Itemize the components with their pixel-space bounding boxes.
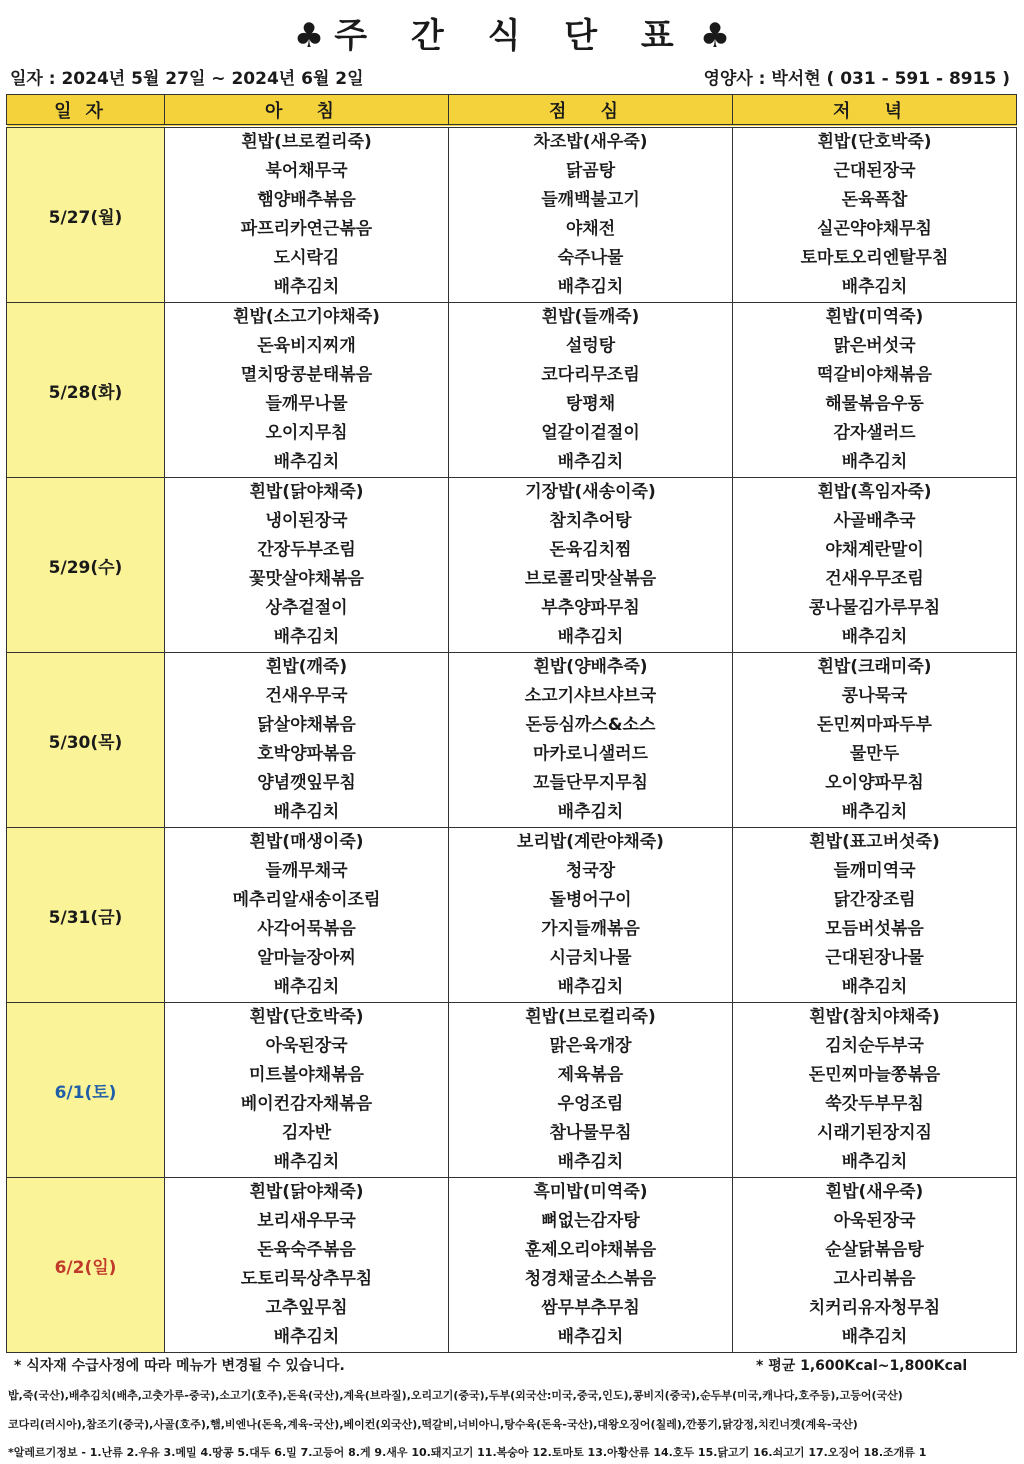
menu-item: 돈육김치찜 xyxy=(549,540,632,560)
menu-item: 배추김치 xyxy=(273,452,340,472)
menu-item: 들깨백불고기 xyxy=(541,190,640,210)
menu-item: 시금치나물 xyxy=(549,948,632,968)
menu-item: 소고기샤브샤브국 xyxy=(524,686,657,706)
dinner-cell xyxy=(733,1003,1017,1178)
menu-item: 배추김치 xyxy=(557,627,624,647)
menu-item: 가지들깨볶음 xyxy=(541,919,640,939)
dinner-cell xyxy=(733,126,1017,303)
menu-item: 양념깻잎무침 xyxy=(257,773,356,793)
club-icon: ♣ xyxy=(699,16,731,56)
dinner-cell xyxy=(733,303,1017,478)
menu-item: 배추김치 xyxy=(841,277,908,297)
menu-item: 배추김치 xyxy=(273,1152,340,1172)
menu-item: 배추김치 xyxy=(557,277,624,297)
menu-item: 돈민찌마늘쫑볶음 xyxy=(808,1065,941,1085)
menu-item: 배추김치 xyxy=(841,1327,908,1347)
menu-item: 흰밥(단호박죽) xyxy=(249,1007,364,1027)
menu-item: 얼갈이겉절이 xyxy=(541,423,640,443)
menu-item: 호박양파볶음 xyxy=(257,744,356,764)
menu-item: 건새우무국 xyxy=(265,686,348,706)
breakfast-cell xyxy=(165,303,449,478)
menu-item: 배추김치 xyxy=(273,977,340,997)
menu-item: 돈등심까스&소스 xyxy=(525,715,656,735)
menu-item: 배추김치 xyxy=(841,802,908,822)
day-row xyxy=(7,126,1017,303)
header-date: 일자 xyxy=(7,95,165,127)
menu-item: 도토리묵상추무침 xyxy=(240,1269,373,1289)
menu-item: 배추김치 xyxy=(273,802,340,822)
menu-item: 배추김치 xyxy=(557,1152,624,1172)
menu-item: 야채전 xyxy=(565,219,616,239)
menu-item: 배추김치 xyxy=(557,802,624,822)
menu-item: 훈제오리야채볶음 xyxy=(524,1240,657,1260)
menu-item: 도시락김 xyxy=(273,248,340,268)
menu-item: 파프리카연근볶음 xyxy=(240,219,373,239)
day-label: 5/30(목) xyxy=(7,653,165,828)
menu-item: 마카로니샐러드 xyxy=(533,744,648,764)
menu-item: 북어채무국 xyxy=(265,161,348,181)
menu-item: 꼬들단무지무침 xyxy=(533,773,648,793)
menu-item: 차조밥(새우죽) xyxy=(533,132,648,152)
menu-item: 코다리무조림 xyxy=(541,365,640,385)
menu-item: 참나물무침 xyxy=(549,1123,632,1143)
day-label: 6/1(토) xyxy=(7,1003,165,1178)
breakfast-cell xyxy=(165,1178,449,1353)
club-icon: ♣ xyxy=(293,16,325,56)
menu-item: 브로콜리맛살볶음 xyxy=(524,569,657,589)
menu-item: 물만두 xyxy=(849,744,900,764)
menu-item: 닭간장조림 xyxy=(833,890,916,910)
menu-item: 멸치땅콩분태볶음 xyxy=(240,365,373,385)
menu-item: 햄양배추볶음 xyxy=(257,190,356,210)
dinner-cell xyxy=(733,653,1017,828)
header-dinner: 저 녁 xyxy=(733,95,1017,127)
day-row xyxy=(7,828,1017,1003)
header-lunch: 점 심 xyxy=(449,95,733,127)
menu-item: 모듬버섯볶음 xyxy=(825,919,924,939)
menu-item: 흰밥(닭야채죽) xyxy=(249,482,364,502)
day-row xyxy=(7,303,1017,478)
title-text: 주 간 식 단 표 xyxy=(334,16,690,56)
menu-item: 배추김치 xyxy=(273,1327,340,1347)
day-label: 5/31(금) xyxy=(7,828,165,1003)
day-row xyxy=(7,478,1017,653)
menu-item: 흰밥(단호박죽) xyxy=(817,132,932,152)
header-row xyxy=(7,95,1017,127)
menu-item: 설렁탕 xyxy=(565,336,616,356)
dinner-cell xyxy=(733,828,1017,1003)
menu-item: 돈육숙주볶음 xyxy=(257,1240,356,1260)
menu-item: 흰밥(미역죽) xyxy=(825,307,924,327)
breakfast-cell xyxy=(165,1003,449,1178)
menu-table xyxy=(6,94,1017,1353)
menu-item: 흰밥(표고버섯죽) xyxy=(809,832,940,852)
menu-change-notice: * 식자재 수급사정에 따라 메뉴가 변경될 수 있습니다. xyxy=(14,1358,345,1374)
menu-item: 야채계란말이 xyxy=(825,540,924,560)
lunch-cell xyxy=(449,478,733,653)
menu-item: 간장두부조림 xyxy=(257,540,356,560)
menu-item: 냉이된장국 xyxy=(265,511,348,531)
menu-item: 배추김치 xyxy=(557,452,624,472)
menu-item: 배추김치 xyxy=(557,1327,624,1347)
menu-item: 꽃맛살야채볶음 xyxy=(249,569,364,589)
menu-item: 미트볼야채볶음 xyxy=(249,1065,364,1085)
menu-item: 맑은버섯국 xyxy=(833,336,916,356)
dinner-cell xyxy=(733,478,1017,653)
menu-item: 부추양파무침 xyxy=(541,598,640,618)
menu-item: 돈육폭찹 xyxy=(841,190,908,210)
menu-item: 콩나묵국 xyxy=(841,686,908,706)
menu-item: 시래기된장지짐 xyxy=(817,1123,932,1143)
menu-item: 쑥갓두부무침 xyxy=(825,1094,924,1114)
menu-item: 치커리유자청무침 xyxy=(808,1298,941,1318)
menu-item: 들깨무채국 xyxy=(265,861,348,881)
origin-info-line: 코다리(러시아),참조기(중국),사골(호주),햄,비엔나(돈육,계육-국산),베이컨(외국산),떡갈비,너비아니,탕수육(돈육-국산),대왕오징어(칠레),깐풍기,닭강정,치킨너겟(계육-국산) xyxy=(8,1418,858,1431)
menu-item: 흰밥(들깨죽) xyxy=(541,307,640,327)
menu-item: 흰밥(참치야채죽) xyxy=(809,1007,940,1027)
calorie-info: * 평균 1,600Kcal~1,800Kcal xyxy=(756,1358,968,1374)
menu-item: 흑미밥(미역죽) xyxy=(533,1182,648,1202)
menu-item: 김치순두부국 xyxy=(825,1036,924,1056)
day-row xyxy=(7,1003,1017,1178)
menu-item: 메추리알새송이조림 xyxy=(232,890,381,910)
menu-item: 콩나물김가루무침 xyxy=(808,598,941,618)
menu-item: 흰밥(새우죽) xyxy=(825,1182,924,1202)
menu-item: 근대된장국 xyxy=(833,161,916,181)
menu-item: 제육볶음 xyxy=(557,1065,624,1085)
menu-item: 감자샐러드 xyxy=(833,423,916,443)
nutritionist-info: 영양사 : 박서현 ( 031 - 591 - 8915 ) xyxy=(703,69,1010,89)
lunch-cell xyxy=(449,126,733,303)
menu-item: 닭살야채볶음 xyxy=(257,715,356,735)
menu-item: 토마토오리엔탈무침 xyxy=(800,248,949,268)
day-label: 5/29(수) xyxy=(7,478,165,653)
menu-item: 베이컨감자채볶음 xyxy=(240,1094,373,1114)
menu-item: 뼈없는감자탕 xyxy=(541,1211,640,1231)
menu-item: 흰밥(브로컬리죽) xyxy=(241,132,372,152)
breakfast-cell xyxy=(165,653,449,828)
menu-item: 탕평채 xyxy=(565,394,616,414)
menu-item: 해물볶음우동 xyxy=(825,394,924,414)
menu-item: 청국장 xyxy=(565,861,616,881)
menu-item: 근대된장나물 xyxy=(825,948,924,968)
menu-item: 배추김치 xyxy=(557,977,624,997)
menu-item: 참치추어탕 xyxy=(549,511,632,531)
menu-item: 배추김치 xyxy=(841,452,908,472)
menu-item: 흰밥(브로컬리죽) xyxy=(525,1007,656,1027)
menu-item: 오이지무침 xyxy=(265,423,348,443)
menu-item: 돈육비지찌개 xyxy=(257,336,356,356)
day-label: 6/2(일) xyxy=(7,1178,165,1353)
menu-item: 김자반 xyxy=(281,1123,332,1143)
lunch-cell xyxy=(449,653,733,828)
menu-item: 보리새우무국 xyxy=(257,1211,356,1231)
day-label: 5/27(월) xyxy=(7,126,165,303)
lunch-cell xyxy=(449,1003,733,1178)
page-title xyxy=(0,14,1024,58)
menu-item: 쌈무부추무침 xyxy=(541,1298,640,1318)
lunch-cell xyxy=(449,303,733,478)
menu-item: 상추겉절이 xyxy=(265,598,348,618)
day-row xyxy=(7,1178,1017,1353)
menu-item: 청경채굴소스볶음 xyxy=(524,1269,657,1289)
menu-item: 닭곰탕 xyxy=(565,161,616,181)
menu-item: 돈민찌마파두부 xyxy=(817,715,932,735)
origin-info-line: 밥,죽(국산),배추김치(배추,고춧가루-중국),소고기(호주),돈육(국산),계육(브라질),오리고기(중국),두부(외국산:미국,중국,인도),콩비지(중국),순두부(미국,캐나다,호주등),고등어(국산) xyxy=(8,1389,903,1402)
menu-item: 사각어묵볶음 xyxy=(257,919,356,939)
menu-item: 흰밥(깨죽) xyxy=(265,657,348,677)
menu-item: 흰밥(양배추죽) xyxy=(533,657,648,677)
menu-item: 실곤약야채무침 xyxy=(817,219,932,239)
menu-item: 흰밥(닭야채죽) xyxy=(249,1182,364,1202)
header-breakfast: 아 침 xyxy=(165,95,449,127)
menu-item: 배추김치 xyxy=(273,277,340,297)
menu-item: 들깨무나물 xyxy=(265,394,348,414)
menu-item: 흰밥(매생이죽) xyxy=(249,832,364,852)
breakfast-cell xyxy=(165,478,449,653)
menu-item: 순살닭볶음탕 xyxy=(825,1240,924,1260)
menu-item: 배추김치 xyxy=(841,1152,908,1172)
allergy-info: *알레르기정보 - 1.난류 2.우유 3.메밀 4.땅콩 5.대두 6.밀 7.고등어 8.게 9.새우 10.돼지고기 11.복숭아 12.토마토 13.아황산류 14.호두 15.닭고기 16.쇠고기 17.오징어 18.조개류 1 xyxy=(8,1446,927,1459)
menu-item: 흰밥(흑임자죽) xyxy=(817,482,932,502)
menu-item: 배추김치 xyxy=(273,627,340,647)
day-label: 5/28(화) xyxy=(7,303,165,478)
breakfast-cell xyxy=(165,828,449,1003)
menu-item: 배추김치 xyxy=(841,627,908,647)
menu-item: 기장밥(새송이죽) xyxy=(525,482,656,502)
menu-item: 보리밥(계란야채죽) xyxy=(517,832,664,852)
menu-item: 떡갈비야채볶음 xyxy=(817,365,932,385)
menu-item: 배추김치 xyxy=(841,977,908,997)
lunch-cell xyxy=(449,828,733,1003)
lunch-cell xyxy=(449,1178,733,1353)
menu-item: 건새우무조림 xyxy=(825,569,924,589)
menu-item: 고사리볶음 xyxy=(833,1269,916,1289)
menu-item: 고추잎무침 xyxy=(265,1298,348,1318)
menu-item: 우엉조림 xyxy=(557,1094,624,1114)
menu-item: 사골배추국 xyxy=(833,511,916,531)
menu-item: 아욱된장국 xyxy=(833,1211,916,1231)
day-row xyxy=(7,653,1017,828)
menu-item: 알마늘장아찌 xyxy=(257,948,356,968)
date-range: 일자 : 2024년 5월 27일 ~ 2024년 6월 2일 xyxy=(10,69,364,89)
menu-item: 흰밥(소고기야채죽) xyxy=(233,307,380,327)
menu-item: 숙주나물 xyxy=(557,248,624,268)
menu-item: 돌병어구이 xyxy=(549,890,632,910)
menu-item: 오이양파무침 xyxy=(825,773,924,793)
menu-item: 맑은육개장 xyxy=(549,1036,632,1056)
dinner-cell xyxy=(733,1178,1017,1353)
menu-item: 아욱된장국 xyxy=(265,1036,348,1056)
menu-item: 흰밥(크래미죽) xyxy=(817,657,932,677)
menu-item: 들깨미역국 xyxy=(833,861,916,881)
breakfast-cell xyxy=(165,126,449,303)
